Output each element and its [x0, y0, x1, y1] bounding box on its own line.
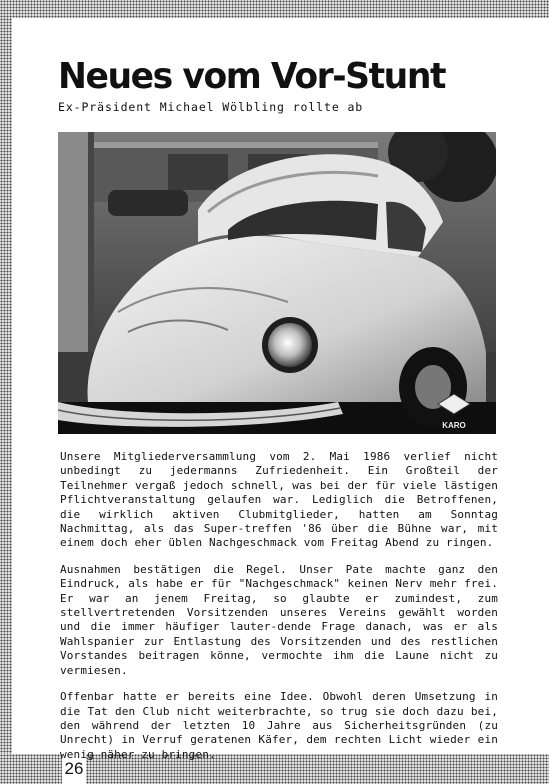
article-paragraph: Ausnahmen bestätigen die Regel. Unser Pate machte ganz den Eindruck, als habe er für "Nachgeschmack" keinen Nerv mehr frei. Er war an jenem Freitag, so glaubte er zumindest, zum stellvertretenden Vorsitzenden unseres Vereins gewählt worden und die immer häufiger lauter-dende Frage danach, was er als Wahlspanier zur Entlastung des Vorsitzenden und des restlichen Vorstandes beitragen könne, vermochte ihm die Laune nicht zu vermiesen. — [60, 562, 498, 677]
article-subline: Ex-Präsident Michael Wölbling rollte ab — [58, 100, 364, 114]
dotted-border-top — [0, 0, 549, 18]
article-photo — [58, 132, 496, 434]
article-body — [60, 450, 498, 774]
karo-logo-text: KARO — [442, 421, 466, 430]
page-number: 26 — [62, 754, 86, 784]
article-paragraph: Unsere Mitgliederversammlung vom 2. Mai 1986 verlief nicht unbedingt zu jedermanns Zufriedenheit. Ein Großteil der Teilnehmer vergaß jedoch schnell, was bei der für viele lästigen Pflichtveranstaltung gelaufen war. Lediglich die Betroffenen, die wirklich aktiven Clubmitglieder, hatten am Sonntag Nachmittag, als das Super-treffen '86 über die Bühne war, mit einem doch eher üblen Nachgeschmack vom Freitag Abend zu ringen. — [60, 450, 498, 550]
article-headline: Neues vom Vor-Stunt — [58, 56, 446, 97]
wrecked-beetle-image — [58, 132, 496, 434]
dotted-border-bottom-left — [0, 754, 62, 784]
dotted-border-left — [0, 0, 12, 784]
article-paragraph: Offenbar hatte er bereits eine Idee. Obwohl deren Umsetzung in die Tat den Club nicht weiterbrachte, so trug sie doch dazu bei, den während der letzten 10 Jahre aus Sicherheitsgründen (zu Unrecht) in Verruf geratenen Käfer, dem rechten Licht wieder ein wenig näher zu bringen. — [60, 690, 498, 761]
